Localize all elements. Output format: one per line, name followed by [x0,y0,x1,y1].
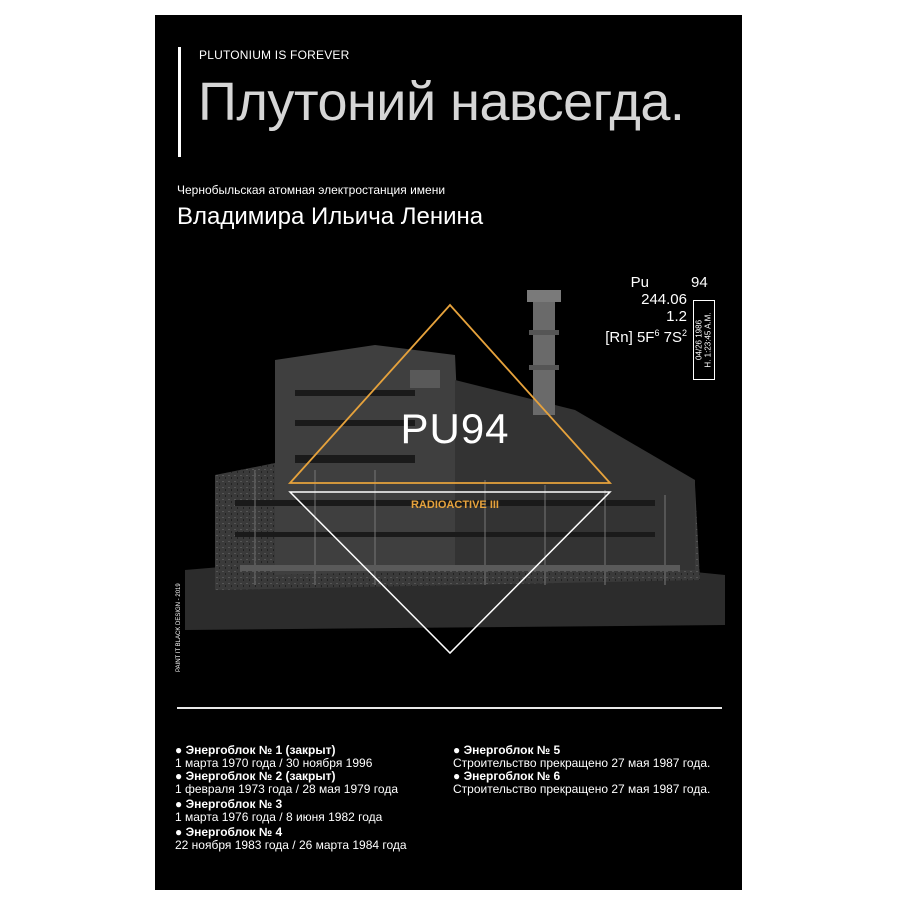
unit-detail: 1 марта 1976 года / 8 июня 1982 года [175,810,383,824]
unit-detail: Строительство прекращено 27 мая 1987 года. [453,756,711,770]
element-atomic-number: 94 [691,274,708,291]
poster [155,15,742,890]
unit-name: Энергоблок № 4 [185,825,283,839]
element-card [605,274,687,346]
unit-name: Энергоблок № 5 [463,743,561,757]
time-text: H. 1:23:45 A.M. [704,312,714,368]
title-accent-bar [178,47,181,157]
unit-item: ● Энергоблок № 4 22 ноября 1983 года / 26 марта 1984 года [175,825,407,852]
unit-detail: 1 марта 1970 года / 30 ноября 1996 [175,756,373,770]
element-atomic-mass: 244.06 [641,291,687,308]
main-title: Плутоний навсегда. [198,72,685,132]
unit-name: Энергоблок № 3 [185,797,283,811]
unit-detail: 1 февраля 1973 года / 28 мая 1979 года [175,782,399,796]
unit-name: Энергоблок № 2 (закрыт) [185,769,336,783]
element-symbol: Pu [630,274,649,291]
divider [177,707,722,709]
unit-name: Энергоблок № 1 (закрыт) [185,743,336,757]
date-box [693,300,715,380]
design-credit: PAINT IT BLACK DESIGN - 2019 [176,583,182,672]
unit-item: ● Энергоблок № 2 (закрыт) 1 февраля 1973 года / 28 мая 1979 года [175,769,399,796]
unit-item: ● Энергоблок № 6 Строительство прекращено 27 мая 1987 года. [453,769,711,796]
unit-item: ● Энергоблок № 5 Строительство прекращено 27 мая 1987 года. [453,743,711,770]
unit-detail: 22 ноября 1983 года / 26 марта 1984 года [175,838,407,852]
unit-detail: Строительство прекращено 27 мая 1987 года. [453,782,711,796]
hazard-label: RADIOACTIVE III [410,499,499,511]
element-electron-configuration: [Rn] $5F^6$ $7S^2$ [605,328,687,346]
plant-dedication: Владимира Ильича Ленина [177,203,484,230]
unit-item: ● Энергоблок № 1 (закрыт) 1 марта 1970 года / 30 ноября 1996 [175,743,373,770]
triangle-label: PU94 [400,405,510,452]
unit-name: Энергоблок № 6 [463,769,561,783]
element-electronegativity: 1.2 [666,308,687,325]
unit-item: ● Энергоблок № 3 1 марта 1976 года / 8 июня 1982 года [175,797,383,824]
date-text: 04/26 1986 [695,319,705,361]
tagline: PLUTONIUM IS FOREVER [199,48,350,62]
plant-name-line: Чернобыльская атомная электростанция имени [177,183,446,197]
